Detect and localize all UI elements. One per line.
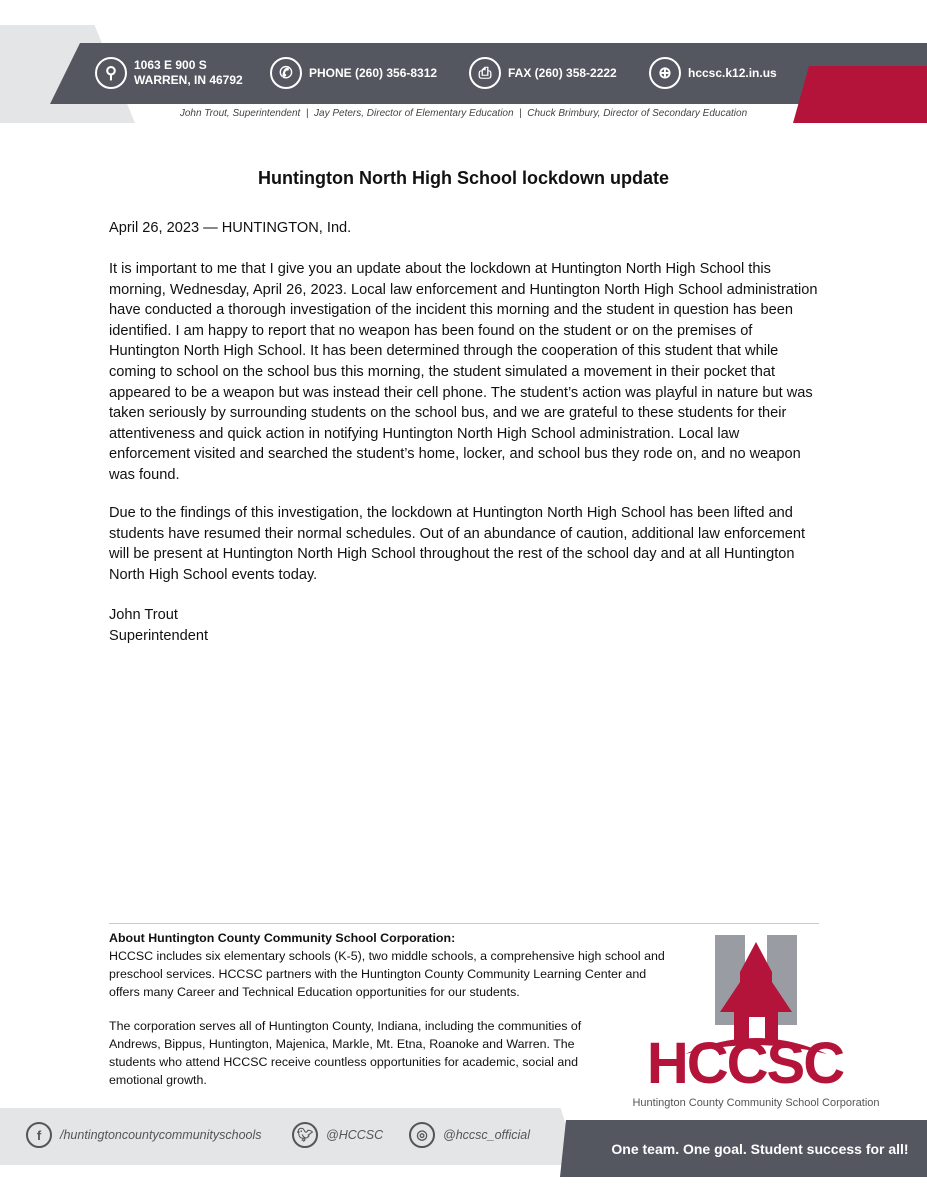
- divider: [109, 923, 819, 924]
- instagram-handle: @hccsc_official: [443, 1128, 531, 1142]
- facebook-link[interactable]: [26, 1122, 262, 1148]
- phone-text: PHONE (260) 356-8312: [309, 65, 438, 80]
- body-paragraph-1: It is important to me that I give you an update about the lockdown at Huntington North High School this morning, Wednesday, April 26, 2023. Local law enforcement and Huntington North High School administration have conducted a thorough investigation of the incident this morning and the student in question has been identified. I am happy to report that no weapon has been found on the student or on the premises of Huntington North High School. It has been determined through the cooperation of this student that while coming to school on the school bus this morning, the student simulated a movement in their pocket that appeared to be a weapon but was instead their cell phone. The student’s action was playful in nature but was taken seriously by surrounding students on the school bus, and we are grateful to these students for their attentiveness and quick action in notifying Huntington North High School administration. Local law enforcement visited and searched the student’s home, locker, and school bus they rode on, and no weapon was found.: [109, 261, 818, 483]
- facebook-icon: f: [26, 1122, 52, 1148]
- address-line1: 1063 E 900 S: [134, 58, 207, 72]
- globe-icon: ⊕: [649, 57, 681, 89]
- twitter-handle: @HCCSC: [326, 1128, 384, 1142]
- website: [649, 57, 777, 89]
- instagram-link[interactable]: [409, 1122, 530, 1148]
- twitter-link[interactable]: [292, 1122, 383, 1148]
- address: [95, 57, 243, 89]
- about-paragraph-1: HCCSC includes six elementary schools (K-5), two middle schools, a comprehensive high school and preschool services. HCCSC partners with the Huntington County Community Learning Center and offers many Career and Technical Education opportunities for our students.: [109, 949, 665, 999]
- fax-text: FAX (260) 358-2222: [508, 65, 617, 80]
- signature-name: John Trout: [109, 607, 178, 623]
- address-line2: WARREN, IN 46792: [134, 73, 243, 87]
- website-link[interactable]: hccsc.k12.in.us: [688, 65, 777, 80]
- dateline: April 26, 2023 — HUNTINGTON, Ind.: [109, 220, 352, 236]
- staff-line: John Trout, Superintendent | Jay Peters, Director of Elementary Education | Chuck Brimbury, Director of Secondary Education: [179, 108, 748, 119]
- fax: [469, 57, 617, 89]
- location-pin-icon: ⚲: [95, 57, 127, 89]
- twitter-bird-icon: 🐦︎: [292, 1122, 318, 1148]
- hccsc-logo: [630, 932, 885, 1112]
- page-title: Huntington North High School lockdown update: [258, 168, 669, 188]
- facebook-handle: /huntingtoncountycommunityschools: [60, 1128, 262, 1142]
- slogan: One team. One goal. Student success for all!: [611, 1141, 909, 1157]
- fax-printer-icon: ⎙: [469, 57, 501, 89]
- phone-icon: ✆: [270, 57, 302, 89]
- phone: [270, 57, 437, 89]
- logo-wordmark: HCCSC: [646, 1031, 844, 1096]
- about-paragraph-2: The corporation serves all of Huntington County, Indiana, including the communities of Andrews, Bippus, Huntington, Majenica, Markle, Mt. Etna, Roanoke and Warren. The students who attend HCCSC receive countless opportunities for academic, social and emotional growth.: [109, 1019, 582, 1087]
- about-heading: About Huntington County Community School Corporation:: [109, 931, 456, 945]
- logo-tagline: Huntington County Community School Corporation: [632, 1097, 880, 1109]
- instagram-icon: ◎: [409, 1122, 435, 1148]
- signature-title: Superintendent: [109, 628, 208, 644]
- body-paragraph-2: Due to the findings of this investigation, the lockdown at Huntington North High School has been lifted and students have resumed their normal schedules. Out of an abundance of caution, additional law enforcement will be present at Huntington North High School throughout the rest of the school day and at all Huntington North High School events today.: [109, 505, 806, 583]
